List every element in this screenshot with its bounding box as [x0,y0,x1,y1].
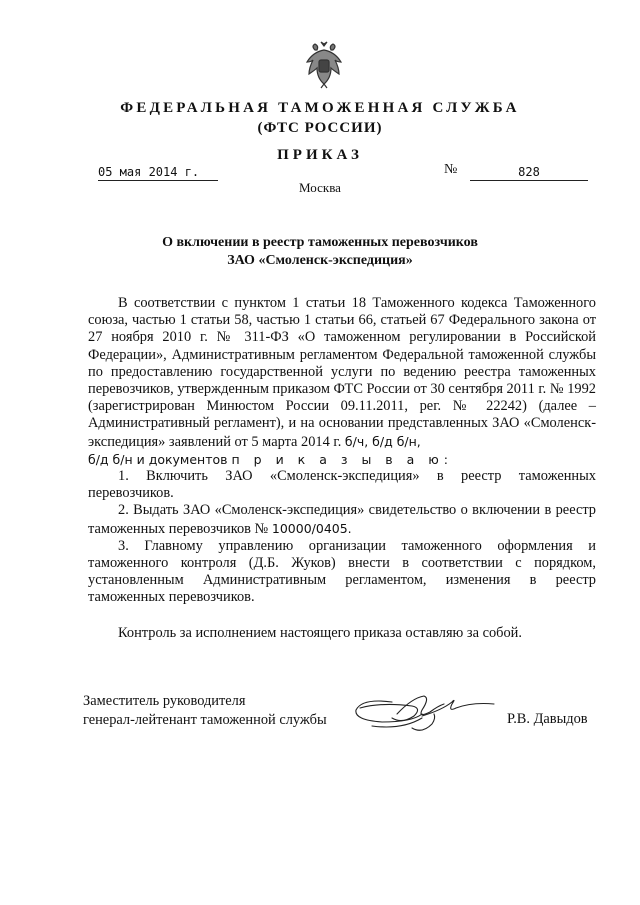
city: Москва [299,180,341,195]
preamble-insert-2-line [88,451,596,468]
handwritten-signature-icon [352,688,497,740]
signatory-title [83,692,327,730]
item-3: 3. Главному управлению организации таможенного оформления и таможенного контроля (Д.Б. Жуков) внести в соответствии с порядком, установленным Административным регламентом, изменения в реестр таможенных перевозчиков. [88,537,596,606]
order-date: 05 мая 2014 г. [98,165,218,181]
subject-line-1: О включении в реестр таможенных перевозчиков [162,235,478,250]
item-2-text: 2. Выдать ЗАО «Смоленск-экспедиция» свидетельство о включении в реестр таможенных перевозчиков № [88,502,596,537]
preamble [88,295,596,468]
preamble-insert-2: б/д б/н и документов [88,451,228,467]
coat-of-arms-icon [303,40,345,90]
signatory-title-line-1: Заместитель руководителя [83,693,246,709]
number-sign: № [444,162,458,177]
preamble-insert: б/ч, б/д б/н, [344,433,421,449]
preamble-text: В соответствии с пунктом 1 статьи 18 Таможенного кодекса Таможенного союза, частью 1 статьи 58, частью 1 статьи 66, статьей 67 Федерального закона от 27 ноября 2010 г. № 311-ФЗ «О таможенном регулировании в Российской Федерации», Административным регламентом Федеральной таможенной службы по предоставлению государственной услуги по ведению реестра таможенных перевозчиков, утвержденным приказом ФТС России от 30 сентября 2011 г. № 1992 (зарегистрирован Минюстом России 09.11.2011, рег. № 22242) (далее – Административный регламент), и на основании представленных ЗАО «Смоленск-экспедиция» заявлений от 5 марта 2014 г. [88,295,596,450]
item-2-number: 10000/0405. [271,520,352,536]
item-1: 1. Включить ЗАО «Смоленск-экспедиция» в реестр таможенных перевозчиков. [88,468,596,502]
document-type: ПРИКАЗ [277,147,363,163]
order-body [88,295,596,607]
order-number: 828 [470,165,588,181]
subject-line-2: ЗАО «Смоленск-экспедиция» [227,253,413,268]
agency-name: ФЕДЕРАЛЬНАЯ ТАМОЖЕННАЯ СЛУЖБА [120,100,520,116]
control-clause: Контроль за исполнением настоящего приказа оставляю за собой. [118,625,522,641]
item-2 [88,502,596,537]
signatory-name: Р.В. Давыдов [507,711,588,727]
agency-short-name: (ФТС РОССИИ) [257,120,383,136]
signatory-title-line-2: генерал-лейтенант таможенной службы [83,712,327,728]
order-word: п р и к а з ы в а ю: [231,451,453,467]
